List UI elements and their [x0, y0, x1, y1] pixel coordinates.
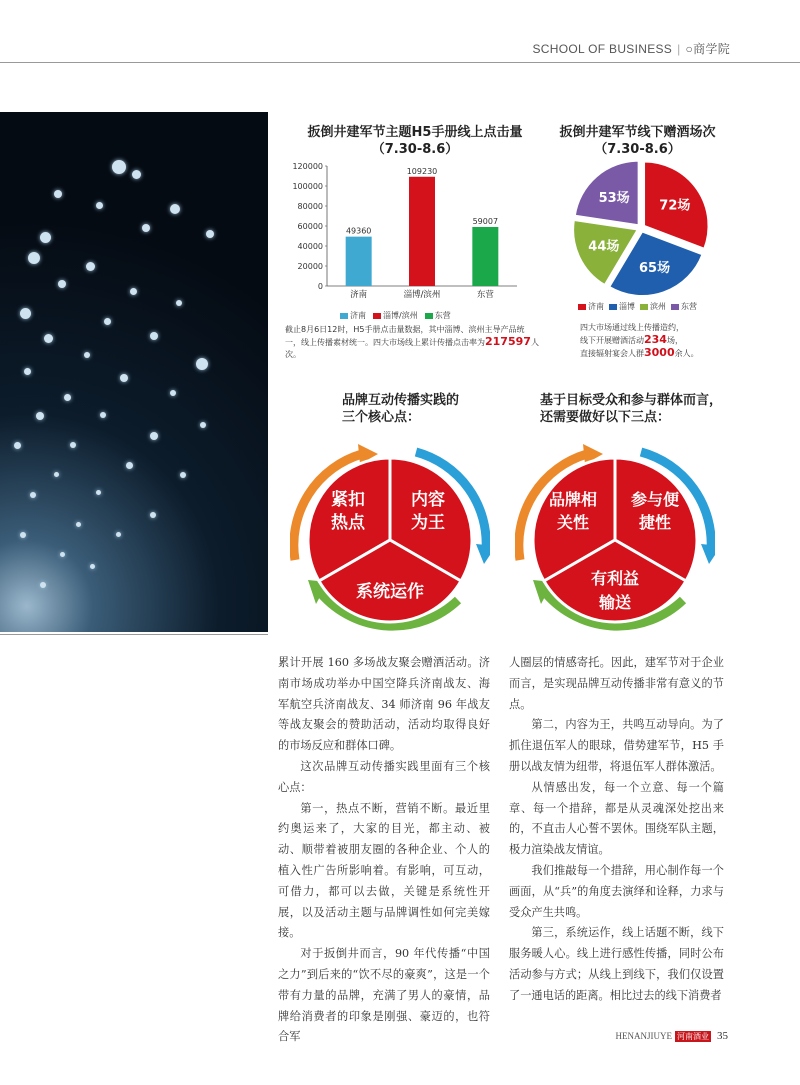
- paragraph: 累计开展 160 多场战友聚会赠酒活动。济南市场成功举办中国空降兵济南战友、海军航空兵济南战友、34 师济南 96 年战友等战友聚会的赞助活动，活动均取得良好的市场反应和群体口碑。: [278, 656, 490, 753]
- light-dot: [130, 288, 137, 295]
- infographic-right-title: 基于目标受众和参与群体而言， 还需要做好以下三点：: [540, 393, 723, 425]
- infographic-right-cycle: [515, 440, 715, 640]
- infographic-left-title: 品牌互动传播实践的 三个核心点：: [342, 393, 460, 425]
- legend-item: 济南: [578, 301, 604, 312]
- pie-chart-note: 四大市场通过线上传播造约， 线下开展赠酒活动234场， 直接辐射宴会人群3000余人。: [580, 323, 699, 359]
- paragraph: 从情感出发，每一个立意、每一个篇章、每一个措辞，都是从灵魂深处挖出来的，不直击人心誓不罢休。围绕军队主题，极力渲染战友情谊。: [509, 780, 724, 857]
- legend-item: 滨州: [640, 301, 666, 312]
- light-dot: [60, 552, 65, 557]
- header-cn: 商学院: [693, 42, 730, 56]
- bar: [409, 177, 435, 286]
- light-dot: [96, 490, 101, 495]
- text-column-left: [278, 653, 490, 1048]
- light-dot: [70, 442, 76, 448]
- slice-label: 53场: [598, 190, 630, 206]
- seg2-line1: 参与便: [630, 490, 680, 509]
- page-footer: [616, 1030, 729, 1042]
- light-dot: [150, 512, 156, 518]
- light-dot: [132, 170, 141, 179]
- legend-item: 东营: [425, 310, 451, 321]
- light-dot: [24, 368, 31, 375]
- x-tick-label: 济南: [350, 290, 368, 300]
- data-label: 49360: [345, 226, 372, 236]
- page-header: [532, 40, 730, 57]
- light-dot: [120, 374, 128, 382]
- arrow-head-icon: [701, 544, 715, 564]
- seg1-line1: 紧扣: [331, 490, 365, 510]
- x-tick-label: 东营: [476, 290, 494, 300]
- legend-item: 淄博: [609, 301, 635, 312]
- infographic-left-cycle: [290, 440, 490, 640]
- photo-rule: [0, 634, 268, 635]
- paragraph: 第二，内容为王，共鸣互动导向。为了抓住退伍军人的眼球，借势建军节，H5 手册以战友情为纽带，将退伍军人群体激活。: [509, 718, 724, 773]
- light-dot: [14, 442, 21, 449]
- pie-chart-legend: [578, 301, 697, 312]
- light-dot: [126, 462, 133, 469]
- seg1-line2: 关性: [556, 513, 590, 532]
- light-dot: [112, 160, 126, 174]
- pie-chart-title-line2: （7.30-8.6）: [594, 142, 681, 157]
- y-tick-label: 100000: [292, 182, 323, 191]
- light-dot: [170, 204, 180, 214]
- light-dot: [54, 472, 59, 477]
- bar: [346, 237, 372, 286]
- y-tick-label: 80000: [297, 202, 323, 211]
- light-dot: [206, 230, 214, 238]
- seg3-line2: 输送: [598, 593, 632, 612]
- light-dot: [104, 318, 111, 325]
- header-rule: [0, 62, 800, 63]
- y-tick-label: 0: [317, 282, 323, 291]
- light-dot: [20, 532, 26, 538]
- light-dot: [84, 352, 90, 358]
- seg2-line2: 为王: [411, 513, 445, 533]
- pie-chart-title-line1: 扳倒井建军节线下赠酒场次: [559, 125, 716, 140]
- light-dot: [96, 202, 103, 209]
- seg1-line1: 品牌相: [548, 490, 598, 509]
- seg3-line1: 有利益: [590, 569, 640, 588]
- paragraph: 第一，热点不断，营销不断。最近里约奥运来了，大家的目光，都主动、被动、顺带着被朋友圈的各种企业、个人的植入性广告所影响着。有影响，可互动，可借力，都可以去做，关键是系统性开展，以及活动主题与品牌调性如何完美嫁接。: [278, 801, 490, 940]
- light-dot: [36, 412, 44, 420]
- light-dot: [30, 492, 36, 498]
- light-dot: [150, 332, 158, 340]
- header-separator: |: [677, 42, 681, 56]
- light-dot: [54, 190, 62, 198]
- paragraph: 第三，系统运作，线上话题不断，线下服务暖人心。线上进行感性传播，同时公布活动参与方式；从线上到线下，我们仅设置了一通电话的距离。相比过去的线下消费者: [509, 926, 724, 1002]
- legend-item: 东营: [671, 301, 697, 312]
- arrow-head-icon: [476, 544, 490, 564]
- light-dot: [86, 262, 95, 271]
- seg2-line2: 捷性: [638, 513, 672, 532]
- light-dot: [142, 224, 150, 232]
- bar-chart-legend: [340, 310, 451, 321]
- page-number: 35: [717, 1030, 728, 1042]
- bar-chart: [285, 158, 525, 308]
- data-label: 109230: [406, 166, 438, 176]
- paragraph: 这次品牌互动传播实践里面有三个核心点：: [278, 759, 490, 794]
- light-dot: [20, 308, 31, 319]
- light-dot: [150, 432, 158, 440]
- fiber-optic-photo: [0, 112, 268, 632]
- paragraph: 对于扳倒井而言，90 年代传播“中国之力”到后来的“饮不尽的豪爽”，这是一个带有力量的品牌，充满了男人的豪情，品牌给消费者的印象是刚强、豪迈的，也符合军: [278, 947, 490, 1044]
- header-school: SCHOOL OF BUSINESS: [532, 42, 673, 56]
- slice-label: 44场: [588, 239, 620, 255]
- pie-chart-title: [550, 124, 725, 158]
- light-dot: [116, 532, 121, 537]
- bar-chart-note: 截止8月6日12时，H5手册点击量数据，其中淄博、滨州主导产品统一，线上传播素材统一。四大市场线上累计传播点击率为217597人次。: [285, 325, 539, 359]
- slice-label: 65场: [638, 260, 671, 276]
- footer-magazine: HENANJIUYE: [615, 1031, 672, 1041]
- bar-chart-title-line1: 扳倒井建军节主题H5手册线上点击量: [307, 125, 523, 140]
- light-dot: [196, 358, 208, 370]
- seg1-line2: 热点: [331, 513, 365, 533]
- legend-item: 淄博/滨州: [373, 310, 418, 321]
- bar-chart-title-line2: （7.30-8.6）: [371, 142, 459, 157]
- legend-item: 济南: [340, 310, 366, 321]
- light-dot: [40, 232, 51, 243]
- light-dot: [64, 394, 71, 401]
- light-dot: [100, 412, 106, 418]
- light-dot: [90, 564, 95, 569]
- text-column-right: [509, 653, 724, 1007]
- light-dot: [170, 390, 176, 396]
- light-dot: [200, 422, 206, 428]
- light-dot: [76, 522, 81, 527]
- x-tick-label: 淄博/滨州: [403, 290, 441, 300]
- bar-chart-title: [290, 124, 540, 158]
- light-dot: [44, 334, 53, 343]
- circle-icon: ○: [685, 42, 694, 56]
- y-tick-label: 20000: [297, 262, 323, 271]
- bar: [472, 227, 498, 286]
- light-dot: [176, 300, 182, 306]
- data-label: 59007: [472, 216, 499, 226]
- pie-chart: [561, 156, 721, 296]
- footer-badge: 河南酒业: [677, 1031, 709, 1041]
- slice-label: 72场: [659, 198, 691, 214]
- seg2-line1: 内容: [411, 490, 445, 510]
- y-tick-label: 120000: [292, 162, 323, 171]
- light-dot: [40, 582, 46, 588]
- light-dot: [28, 252, 40, 264]
- paragraph: 人圈层的情感寄托。因此，建军节对于企业而言，是实现品牌互动传播非常有意义的节点。: [509, 656, 724, 711]
- y-tick-label: 60000: [297, 222, 323, 231]
- paragraph: 我们推敲每一个措辞，用心制作每一个画面，从“兵”的角度去演绎和诠释，力求与受众产生共鸣。: [509, 863, 724, 919]
- light-dot: [180, 472, 186, 478]
- y-tick-label: 40000: [297, 242, 323, 251]
- seg3-line1: 系统运作: [356, 582, 424, 602]
- light-dot: [58, 280, 66, 288]
